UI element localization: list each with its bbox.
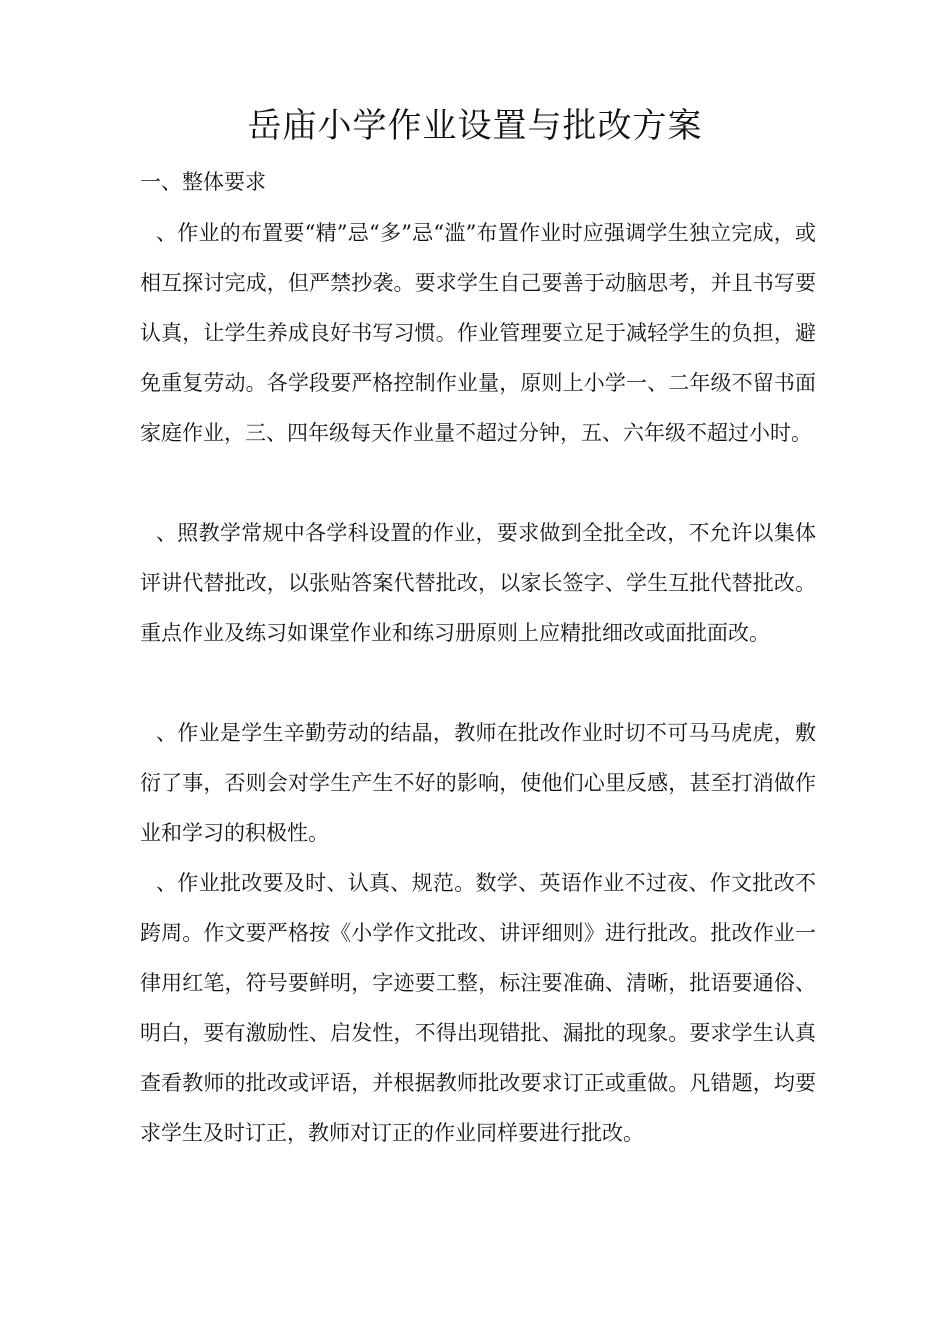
paragraph-4: 、作业批改要及时、认真、规范。数学、英语作业不过夜、作文批改不跨周。作文要严格按《小学作文批改、讲评细则》进行批改。批改作业一律用红笔，符号要鲜明，字迹要工整，标注要准确、清晰，批语要通俗、明白，要有激励性、启发性，不得出现错批、漏批的现象。要求学生认真查看教师的批改或评语，并根据教师批改要求订正或重做。凡错题，均要求学生及时订正，教师对订正的作业同样要进行批改。 [140, 871, 816, 1145]
section-heading: 一、整体要求 [140, 170, 266, 194]
paragraph-2: 、照教学常规中各学科设置的作业，要求做到全批全改，不允许以集体评讲代替批改，以张贴答案代替批改，以家长签字、学生互批代替批改。重点作业及练习如课堂作业和练习册原则上应精批细改或面批面改。 [140, 521, 816, 645]
paragraph-3: 、作业是学生辛勤劳动的结晶，教师在批改作业时切不可马马虎虎，敷衍了事，否则会对学生产生不好的影响，使他们心里反感，甚至打消做作业和学习的积极性。 [140, 721, 816, 845]
page-title: 岳庙小学作业设置与批改方案 [247, 106, 703, 146]
paragraph-1: 、作业的布置要“精”忌“多”忌“滥”布置作业时应强调学生独立完成，或相互探讨完成，但严禁抄袭。要求学生自己要善于动脑思考，并且书写要认真，让学生养成良好书写习惯。作业管理要立足于减轻学生的负担，避免重复劳动。各学段要严格控制作业量，原则上小学一、二年级不留书面家庭作业，三、四年级每天作业量不超过分钟，五、六年级不超过小时。 [140, 221, 816, 445]
